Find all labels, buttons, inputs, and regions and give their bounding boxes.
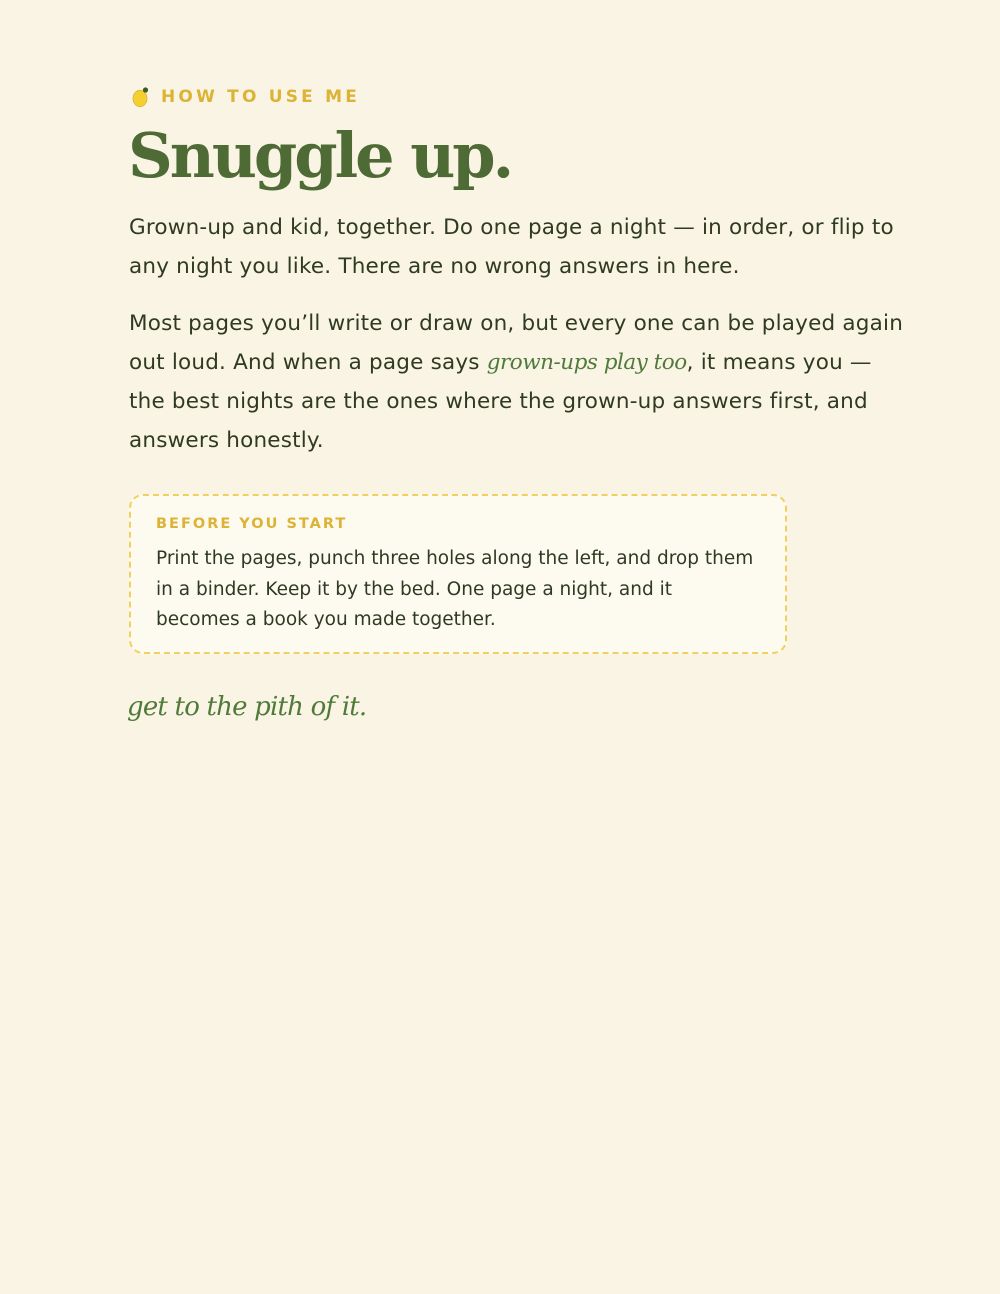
eyebrow-label: HOW TO USE ME <box>161 87 361 107</box>
page-content <box>129 84 909 722</box>
section-eyebrow <box>129 84 909 110</box>
instructions-paragraph <box>129 304 909 460</box>
callout-title: BEFORE YOU START <box>156 516 348 532</box>
instructions-text-end: , it means you — the best nights are the ones where the grown-up answers first, and answers honestly. <box>129 350 872 453</box>
intro-paragraph: Grown-up and kid, together. Do one page a night — in order, or flip to any night you like. There are no wrong answers in here. <box>129 215 894 279</box>
callout-body: Print the pages, punch three holes along the left, and drop them in a binder. Keep it by the bed. One page a night, and it becomes a book you made together. <box>156 548 754 630</box>
page-title: Snuggle up. <box>128 119 512 192</box>
grown-ups-play-too-emphasis: grown-ups play too <box>486 350 687 375</box>
tagline: get to the pith of it. <box>127 692 367 722</box>
instructions-text-start: Most pages you’ll write or draw on, but every one can be played again out loud. And when a page says <box>129 311 904 375</box>
before-you-start-callout <box>129 494 787 654</box>
lemon-icon <box>131 86 151 108</box>
